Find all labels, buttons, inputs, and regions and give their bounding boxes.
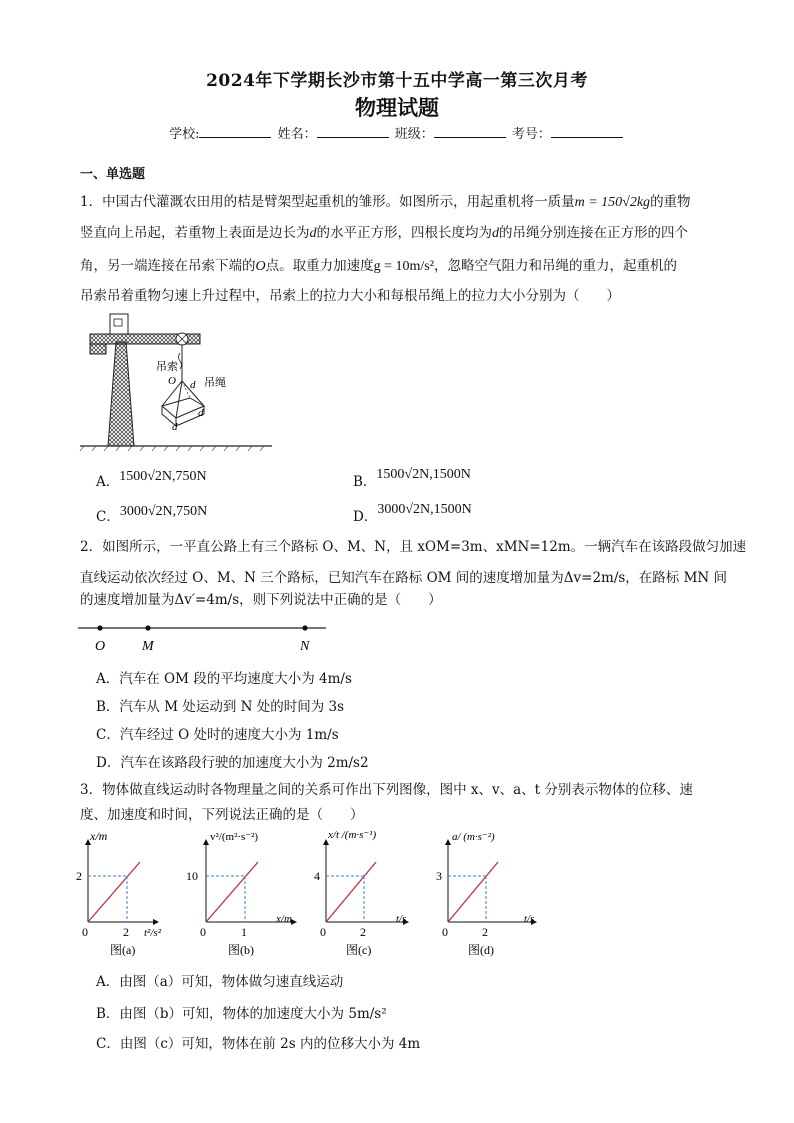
graph-c-caption: 图(c) <box>346 943 372 957</box>
graph-c <box>314 829 408 957</box>
q1-crane-figure <box>76 306 276 452</box>
q1-var-d: d <box>492 226 499 241</box>
q1-text: 的吊绳分别连接在正方形的四个 <box>499 225 688 241</box>
label-d: d <box>190 379 196 391</box>
graph-a-xlabel: t²/s² <box>144 927 161 939</box>
label-n: N <box>300 639 310 654</box>
q2-option-c[interactable]: C．汽车经过 O 处时的速度大小为 1m/s <box>96 727 339 743</box>
graph-b-origin: 0 <box>200 925 206 939</box>
q1-option-c[interactable] <box>96 505 207 526</box>
q3-graphs <box>78 826 558 958</box>
field-class-blank[interactable] <box>434 126 506 138</box>
option-letter: A． <box>96 474 120 490</box>
q1-line-4: 吊索吊着重物匀速上升过程中，吊索上的拉力大小和每根吊绳上的拉力大小分别为（ ） <box>80 288 620 304</box>
q3-option-c[interactable]: C．由图（c）可知，物体在前 2s 内的位移大小为 4m <box>96 1036 421 1052</box>
option-letter: C． <box>96 509 120 525</box>
q3-option-b[interactable]: B．由图（b）可知，物体的加速度大小为 5m/s² <box>96 1006 387 1022</box>
q1-text: 1．中国古代灌溉农田用的桔是臂架型起重机的雏形。如图所示，用起重机将一质量 <box>80 194 575 210</box>
graph-b-xtick: 1 <box>241 925 247 939</box>
exam-subject: 物理试题 <box>355 96 439 120</box>
q1-text: 的水平正方形，四根长度均为 <box>316 225 492 241</box>
graph-b-ylabel: v²/(m²·s⁻²) <box>210 831 259 843</box>
graph-a <box>76 829 162 957</box>
graph-d-xtick: 2 <box>482 925 488 939</box>
marker-m <box>145 625 150 630</box>
q1-var-d: d <box>309 226 317 241</box>
section-heading: 一、单选题 <box>80 167 146 182</box>
q3-option-a[interactable]: A．由图（a）可知，物体做匀速直线运动 <box>96 974 344 990</box>
q2-line-2: 直线运动依次经过 O、M、N 三个路标，已知汽车在路标 OM 间的速度增加量为Δv=2m/s，在路标 MN 间 <box>80 570 728 586</box>
graph-a-caption: 图(a) <box>110 943 136 957</box>
graph-c-ytick: 4 <box>314 869 320 883</box>
graph-d <box>436 831 536 957</box>
q2-line-1: 2．如图所示，一平直公路上有三个路标 O、M、N，且 xOM=3m、xMN=12m。一辆汽车在该路段做匀加速 <box>80 539 747 555</box>
graph-c-xlabel: t/s <box>396 913 407 925</box>
graph-d-ytick: 3 <box>436 869 442 883</box>
q1-option-a[interactable] <box>96 470 207 491</box>
graph-c-xtick: 2 <box>360 925 366 939</box>
q1-text: ，忽略空气阻力和吊绳的重力，起重机的 <box>433 258 677 274</box>
field-school-blank[interactable] <box>199 126 271 138</box>
graph-a-origin: 0 <box>82 925 88 939</box>
graph-d-xlabel: t/s <box>524 913 535 925</box>
q2-line-3: 的速度增加量为Δv′=4m/s，则下列说法中正确的是（ ） <box>80 592 442 608</box>
q1-mass: m = 150√2kg <box>574 195 651 210</box>
q1-line-1 <box>80 190 720 211</box>
graph-c-ylabel: x/t /(m·s⁻¹) <box>328 829 377 841</box>
graph-d-ylabel: a/ (m·s⁻²) <box>452 831 495 843</box>
marker-n <box>302 625 307 630</box>
label-d: d <box>172 421 178 433</box>
label-o: O <box>95 639 106 654</box>
student-info-row <box>0 123 794 142</box>
option-text: 1500√2N,750N <box>119 469 207 484</box>
label-cable: 吊索 <box>156 361 178 373</box>
field-name-label: 姓名： <box>277 127 317 142</box>
q2-option-a[interactable]: A．汽车在 OM 段的平均速度大小为 4m/s <box>96 671 352 687</box>
graph-d-caption: 图(d) <box>468 943 494 957</box>
graph-c-origin: 0 <box>320 925 326 939</box>
q1-gravity: g = 10m/s² <box>373 259 434 274</box>
option-letter: B． <box>353 474 377 490</box>
option-letter: D． <box>353 509 378 525</box>
graph-b-caption: 图(b) <box>228 943 254 957</box>
graph-a-ylabel: x/m <box>90 829 108 843</box>
marker-o <box>97 625 102 630</box>
q1-line-3 <box>80 254 720 275</box>
field-class-label: 班级： <box>394 127 434 142</box>
q2-road-figure <box>76 618 336 656</box>
graph-a-ytick: 2 <box>76 869 82 883</box>
label-o: O <box>168 375 176 387</box>
label-rope: 吊绳 <box>204 377 226 389</box>
option-text: 1500√2N,1500N <box>376 467 471 482</box>
q1-text: 点。取重力加速度 <box>265 258 374 274</box>
graph-b <box>186 831 296 957</box>
label-m: M <box>142 639 154 654</box>
label-d: d <box>198 407 204 419</box>
option-text: 3000√2N,750N <box>119 504 208 519</box>
q3-line-2: 度、加速度和时间，下列说法正确的是（ ） <box>80 807 364 823</box>
option-text: 3000√2N,1500N <box>377 502 472 517</box>
q1-point-o: O <box>255 259 266 274</box>
graph-d-origin: 0 <box>442 925 448 939</box>
field-name-blank[interactable] <box>317 126 389 138</box>
q2-option-b[interactable]: B．汽车从 M 处运动到 N 处的时间为 3s <box>96 699 345 715</box>
q1-text: 的重物 <box>650 194 691 210</box>
q2-option-d[interactable]: D．汽车在该路段行驶的加速度大小为 2m/s2 <box>96 755 369 771</box>
q1-text: 竖直向上吊起，若重物上表面是边长为 <box>80 225 310 241</box>
graph-a-xtick: 2 <box>123 925 129 939</box>
q1-option-d[interactable] <box>353 502 472 526</box>
field-exam-no-label: 考号： <box>511 127 551 142</box>
field-exam-no-blank[interactable] <box>551 126 623 138</box>
graph-b-xlabel: x/m <box>276 913 292 925</box>
q1-line-2 <box>80 221 720 242</box>
exam-title: 2024年下学期长沙市第十五中学高一第三次月考 <box>206 71 588 91</box>
q1-option-b[interactable] <box>353 467 471 491</box>
q3-line-1: 3．物体做直线运动时各物理量之间的关系可作出下列图像，图中 x、v、a、t 分别表示物体的位移、速 <box>80 782 693 798</box>
field-school-label: 学校: <box>169 127 200 142</box>
q1-text: 角，另一端连接在吊索下端的 <box>80 258 256 274</box>
graph-b-ytick: 10 <box>186 869 198 883</box>
